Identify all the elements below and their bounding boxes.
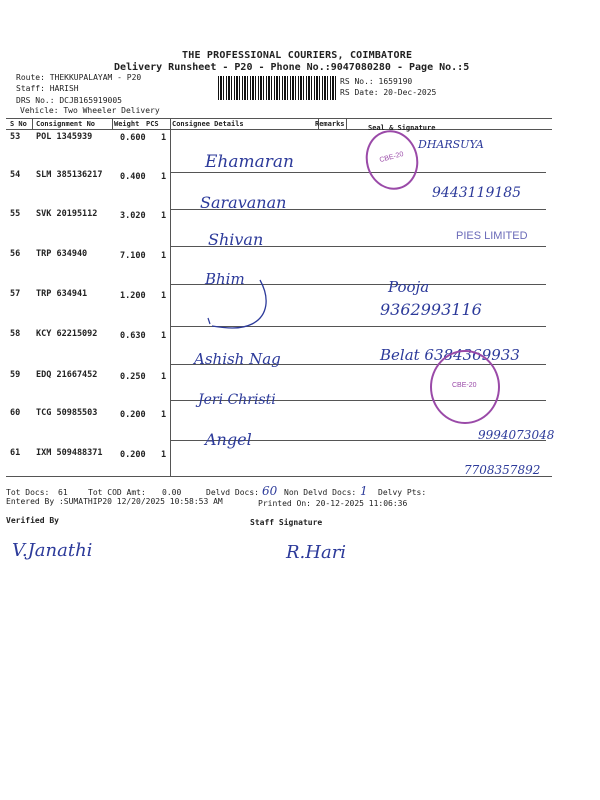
seal-signature: 9362993116	[380, 300, 482, 319]
stamp-text: CBE-20	[378, 150, 405, 165]
consignee-signature: Saravanan	[200, 193, 287, 212]
row-pcs: 1	[161, 450, 167, 460]
col-seal: Seal & Signature	[368, 124, 436, 132]
row-pcs: 1	[161, 291, 167, 301]
row-weight: 3.020	[120, 211, 146, 221]
col-weight: Weight	[114, 120, 140, 128]
tot-cod-label: Tot COD Amt:	[88, 488, 146, 497]
row-sno: 61	[10, 448, 21, 458]
consignee-signature: Ehamaran	[205, 152, 294, 172]
drs-no-text: DRS No.: DCJB165919005	[16, 96, 122, 105]
non-delvd-value: 1	[360, 484, 368, 498]
row-pcs: 1	[161, 172, 167, 182]
row-weight: 0.200	[120, 450, 146, 460]
row-sno: 60	[10, 408, 21, 418]
row-sno: 55	[10, 209, 21, 219]
row-weight: 0.630	[120, 331, 146, 341]
seal-signature: DHARSUYA	[418, 138, 484, 151]
row-weight: 1.200	[120, 291, 146, 301]
vehicle-text: Vehicle: Two Wheeler Delivery	[20, 106, 160, 115]
row-consignment: KCY 62215092	[36, 329, 98, 339]
staff-signature: R.Hari	[286, 542, 347, 563]
seal-signature: Pooja	[388, 278, 430, 296]
row-sno: 56	[10, 249, 21, 259]
tot-docs-label: Tot Docs:	[6, 488, 50, 497]
row-pcs: 1	[161, 251, 167, 261]
row-weight: 0.400	[120, 172, 146, 182]
row-pcs: 1	[161, 372, 167, 382]
staff-signature-label: Staff Signature	[250, 518, 323, 527]
seal-signature: Belat 6384369933	[380, 346, 520, 364]
institute-seal-stamp	[430, 350, 500, 424]
row-consignment: TRP 634940	[36, 249, 88, 259]
row-consignment: IXM 509488371	[36, 448, 103, 458]
row-pcs: 1	[161, 331, 167, 341]
col-sno: S No	[10, 120, 27, 128]
row-sno: 59	[10, 370, 21, 380]
row-pcs: 1	[161, 133, 167, 143]
tot-docs-value: 61	[58, 488, 68, 497]
seal-signature: 7708357892	[464, 463, 541, 477]
row-sno: 58	[10, 329, 21, 339]
row-consignment: TCG 50985503	[36, 408, 98, 418]
row-pcs: 1	[161, 410, 167, 420]
printed-on-text: Printed On: 20-12-2025 11:06:36	[258, 499, 408, 508]
seal-stamp-text: PIES LIMITED	[456, 230, 528, 242]
seal-signature: 9443119185	[432, 185, 522, 201]
consignee-signature: Ashish Nag	[194, 350, 281, 368]
col-consignee: Consignee Details	[172, 120, 244, 128]
delvy-pts-label: Delvy Pts:	[378, 488, 427, 497]
row-sno: 53	[10, 132, 21, 142]
row-consignment: SVK 20195112	[36, 209, 98, 219]
consignee-signature: Angel	[205, 430, 252, 449]
seal-signature: 9994073048	[478, 428, 555, 442]
rs-date-text: RS Date: 20-Dec-2025	[340, 88, 437, 97]
delvd-docs-value: 60	[262, 484, 278, 498]
row-weight: 0.600	[120, 133, 146, 143]
consignee-signature: Jeri Christi	[198, 392, 276, 408]
barcode-image	[218, 76, 336, 100]
row-sno: 57	[10, 289, 21, 299]
row-consignment: SLM 385136217	[36, 170, 103, 180]
col-remarks: Remarks	[315, 120, 345, 128]
verified-by-label: Verified By	[6, 516, 59, 525]
document-title: THE PROFESSIONAL COURIERS, COIMBATORE	[182, 50, 413, 61]
col-consignment: Consignment No	[36, 120, 96, 128]
consignee-signature: Shivan	[208, 230, 264, 249]
non-delvd-label: Non Delvd Docs:	[284, 488, 357, 497]
row-weight: 7.100	[120, 251, 146, 261]
delvd-docs-label: Delvd Docs:	[206, 488, 259, 497]
staff-text: Staff: HARISH	[16, 84, 79, 93]
row-consignment: POL 1345939	[36, 132, 93, 142]
row-weight: 0.250	[120, 372, 146, 382]
company-seal-stamp	[359, 124, 425, 195]
tot-cod-value: 0.00	[162, 488, 182, 497]
runsheet-subtitle: Delivery Runsheet - P20 - Phone No.:9047080280 - Page No.:5	[114, 62, 470, 73]
row-pcs: 1	[161, 211, 167, 221]
signature-stroke	[190, 268, 300, 338]
row-weight: 0.200	[120, 410, 146, 420]
verifier-signature: V.Janathi	[12, 540, 93, 561]
row-consignment: EDQ 21667452	[36, 370, 98, 380]
consignee-signature: Bhim	[205, 270, 245, 288]
entered-by-text: Entered By :SUMATHIP20 12/20/2025 10:58:53 AM	[6, 497, 223, 506]
row-consignment: TRP 634941	[36, 289, 88, 299]
col-pcs: PCS	[146, 120, 159, 128]
route-text: Route: THEKKUPALAYAM - P20	[16, 73, 142, 82]
rs-no-text: RS No.: 1659190	[340, 77, 413, 86]
stamp-text: CBE-20	[452, 382, 477, 389]
row-sno: 54	[10, 170, 21, 180]
